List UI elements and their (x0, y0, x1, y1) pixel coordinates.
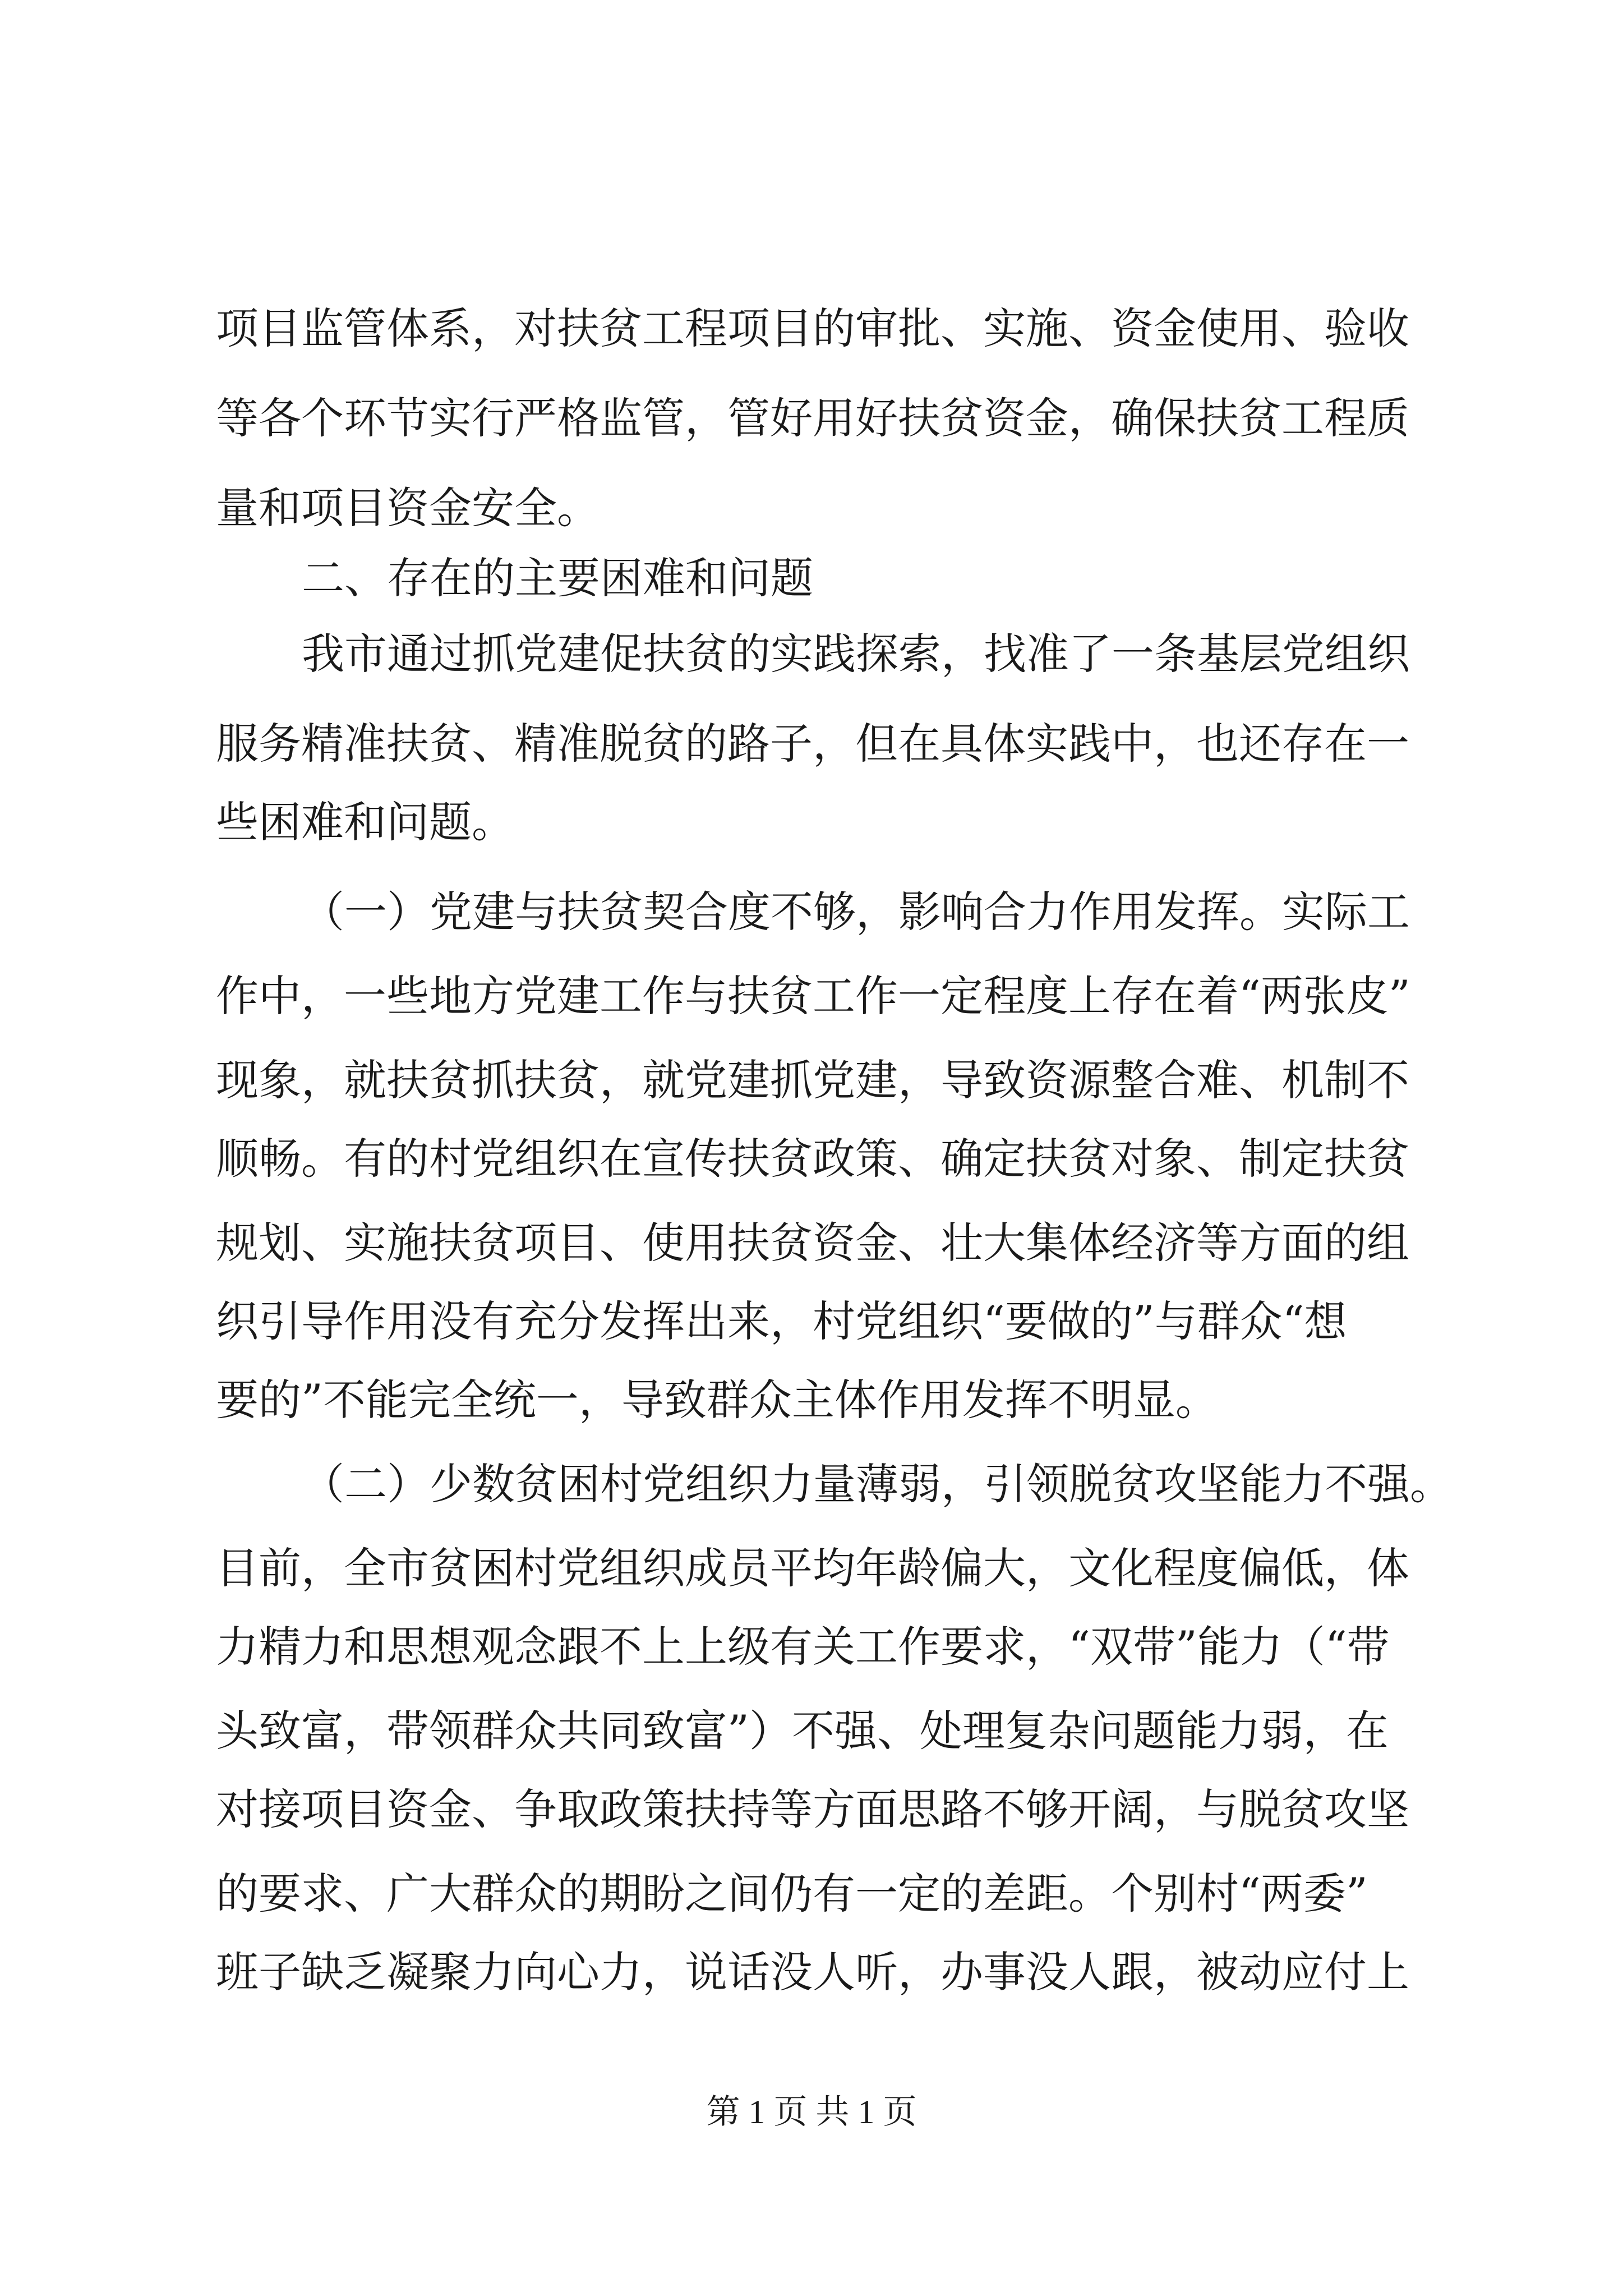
subsection-heading: （一）党建与扶贫契合度不够，影响合力作用发挥。实际工 (302, 887, 1410, 937)
body-text-line: 些困难和问题。 (216, 797, 514, 847)
body-text-line: 班子缺乏凝聚力向心力，说话没人听，办事没人跟，被动应付上 (216, 1947, 1409, 1997)
body-text-line: 量和项目资金安全。 (216, 483, 600, 533)
body-text-line: 规划、实施扶贫项目、使用扶贫资金、壮大集体经济等方面的组 (216, 1218, 1409, 1268)
body-text-line: 对接项目资金、争取政策扶持等方面思路不够开阔，与脱贫攻坚 (216, 1784, 1409, 1834)
body-text-line: 我市通过抓党建促扶贫的实践探索，找准了一条基层党组织 (302, 629, 1410, 679)
body-text-line: 织引导作用没有充分发挥出来，村党组织“要做的”与群众“想 (216, 1296, 1347, 1346)
body-text-line: 要的”不能完全统一，导致群众主体作用发挥不明显。 (216, 1375, 1218, 1425)
body-text-line: 顺畅。有的村党组织在宣传扶贫政策、确定扶贫对象、制定扶贫 (216, 1134, 1409, 1184)
body-text-line: 现象，就扶贫抓扶贫，就党建抓党建，导致资源整合难、机制不 (216, 1055, 1409, 1105)
body-text-line: 作中，一些地方党建工作与扶贫工作一定程度上存在着“两张皮” (216, 971, 1410, 1021)
subsection-heading: （二）少数贫困村党组织力量薄弱，引领脱贫攻坚能力不强。 (302, 1459, 1453, 1509)
body-text-line: 等各个环节实行严格监管，管好用好扶贫资金，确保扶贫工程质 (216, 393, 1409, 443)
body-text-line: 目前，全市贫困村党组织成员平均年龄偏大，文化程度偏低，体 (216, 1543, 1409, 1593)
page-number-footer: 第 1 页 共 1 页 (706, 2093, 917, 2131)
body-text-line: 项目监管体系，对扶贫工程项目的审批、实施、资金使用、验收 (216, 303, 1409, 353)
body-text-line: 头致富，带领群众共同致富”）不强、处理复杂问题能力弱，在 (216, 1706, 1389, 1756)
body-text-line: 力精力和思想观念跟不上上级有关工作要求，“双带”能力（“带 (216, 1622, 1390, 1672)
body-text-line: 的要求、广大群众的期盼之间仍有一定的差距。个别村“两委” (216, 1869, 1368, 1918)
body-text-line: 服务精准扶贫、精准脱贫的路子，但在具体实践中，也还存在一 (216, 719, 1409, 769)
section-heading: 二、存在的主要困难和问题 (302, 553, 813, 603)
